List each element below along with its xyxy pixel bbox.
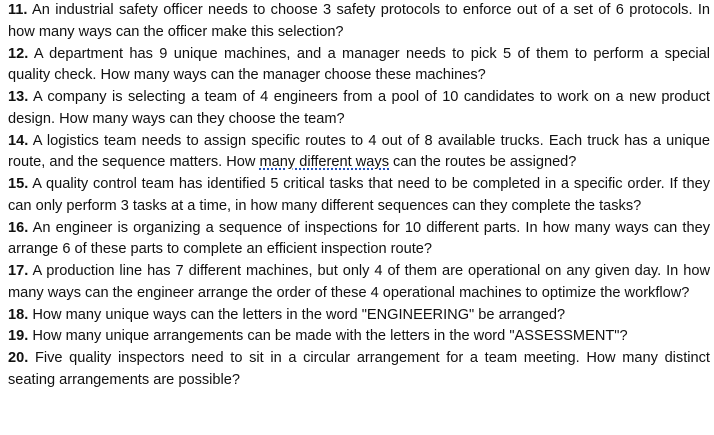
question-number: 13. (8, 89, 29, 105)
question-number: 15. (8, 176, 29, 192)
question-19 (8, 326, 710, 348)
question-number: 17. (8, 263, 29, 279)
question-text: An industrial safety officer needs to choose 3 safety protocols to enforce out of a set of 6 protocols. In how many ways can the officer make this selection? (8, 2, 711, 40)
question-20 (8, 348, 710, 392)
question-11 (8, 0, 710, 44)
question-15 (8, 174, 710, 218)
question-13 (8, 87, 710, 131)
question-16 (8, 218, 710, 262)
question-number: 18. (8, 306, 29, 323)
question-12 (8, 44, 710, 88)
question-number: 19. (8, 328, 29, 345)
question-number: 14. (8, 132, 29, 149)
question-text: Five quality inspectors need to sit in a circular arrangement for a team meeting. How many distinct seating arrangements are possible? (8, 350, 710, 388)
question-text: A department has 9 unique machines, and a manager needs to pick 5 of them to perform a special quality check. How many ways can the manager choose these machines? (8, 45, 710, 84)
question-14 (8, 131, 710, 175)
question-text: An engineer is organizing a sequence of inspections for 10 different parts. In how many ways can they arrange 6 of these parts to complete an efficient inspection route? (8, 219, 711, 258)
question-list (8, 0, 710, 392)
question-text: How many unique arrangements can be made with the letters in the word "ASSESSMENT"? (32, 328, 628, 345)
question-text: A company is selecting a team of 4 engineers from a pool of 10 candidates to work on a new product design. How many ways can they choose the team? (8, 89, 710, 127)
question-text: A production line has 7 different machines, but only 4 of them are operational on any given day. In how many ways can the engineer arrange the order of these 4 operational machines to optimize the workflow? (8, 263, 710, 301)
question-17 (8, 261, 710, 305)
question-text-end: can the routes be assigned? (389, 154, 577, 171)
question-number: 12. (8, 45, 29, 62)
question-text: A quality control team has identified 5 critical tasks that need to be completed in a specific order. If they can only perform 3 tasks at a time, in how many different sequences can they complete the tasks? (8, 176, 710, 214)
question-number: 16. (8, 219, 29, 236)
question-text-start: A logistics team needs to assign specific routes to 4 out of 8 available trucks. Each truck has a unique route, and the sequence matters. How (8, 132, 710, 171)
question-number: 11. (8, 2, 28, 18)
question-text: How many unique ways can the letters in the word "ENGINEERING" be arranged? (32, 306, 566, 323)
question-number: 20. (8, 350, 29, 366)
spellcheck-marked-phrase[interactable]: many different ways (259, 154, 389, 171)
question-18 (8, 305, 710, 327)
